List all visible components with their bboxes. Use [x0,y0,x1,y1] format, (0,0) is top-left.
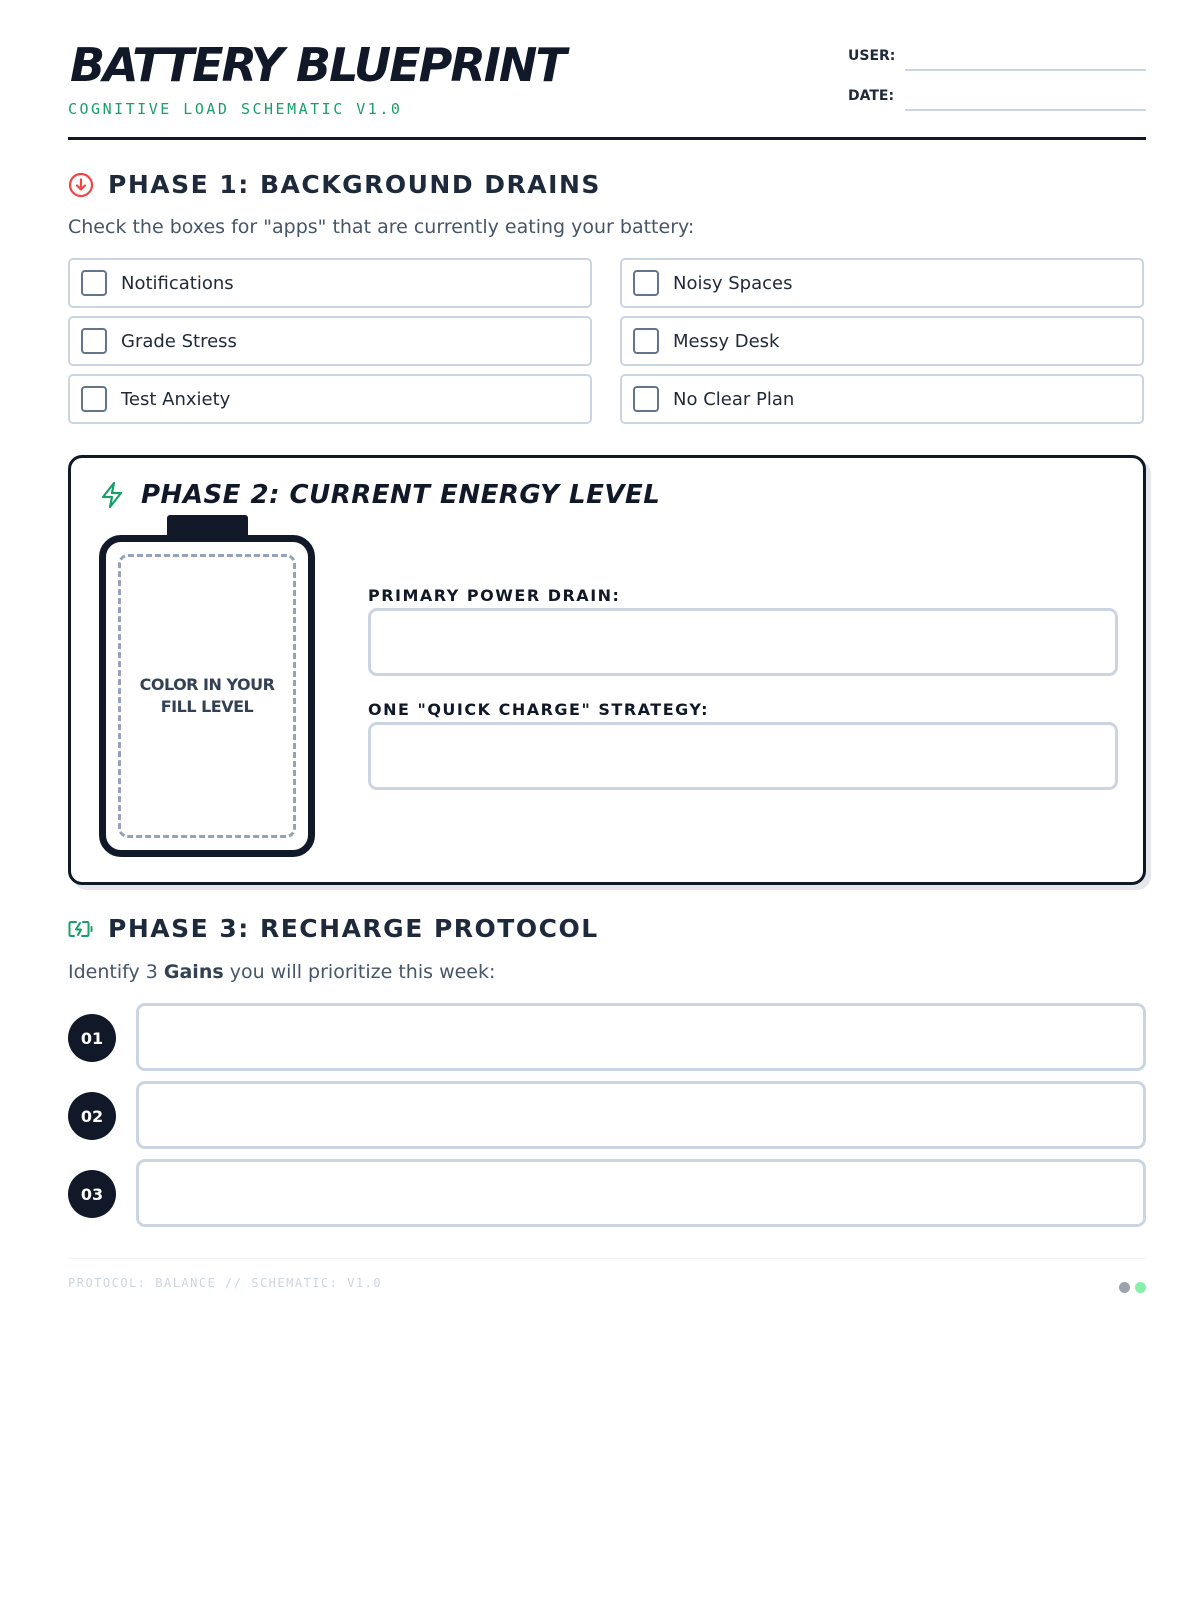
footer-text: PROTOCOL: BALANCE // SCHEMATIC: V1.0 [68,1276,383,1290]
phase3-heading [68,914,599,943]
phase1-description: Check the boxes for "apps" that are currently eating your battery: [68,216,695,238]
goal-input[interactable] [136,1081,1146,1149]
phase3-description [68,961,495,983]
phase1-title: PHASE 1: BACKGROUND DRAINS [108,170,601,199]
goal-row [68,1081,1146,1149]
page-title: BATTERY BLUEPRINT [70,38,565,92]
energy-level-card [68,455,1146,885]
checkbox[interactable] [633,386,659,412]
checkbox[interactable] [81,270,107,296]
primary-drain-label: PRIMARY POWER DRAIN: [368,586,621,605]
drain-item-test-anxiety[interactable] [68,374,592,424]
phase3-description-post: you will prioritize this week: [223,961,496,983]
phase3-description-pre: Identify 3 [68,961,164,983]
status-dot-gray [1119,1282,1130,1293]
drain-item-grade-stress[interactable] [68,316,592,366]
date-field[interactable] [848,81,1146,111]
quick-charge-field[interactable] [368,722,1118,790]
date-line[interactable] [905,109,1146,111]
status-dot-green [1135,1282,1146,1293]
user-line[interactable] [905,69,1146,71]
goal-input[interactable] [136,1003,1146,1071]
drain-item-messy-desk[interactable] [620,316,1144,366]
drain-item-no-clear-plan[interactable] [620,374,1144,424]
phase1-heading [68,170,601,199]
drain-label: No Clear Plan [673,388,795,410]
checkbox[interactable] [81,328,107,354]
checkbox[interactable] [633,328,659,354]
quick-charge-label: ONE "QUICK CHARGE" STRATEGY: [368,700,710,719]
battery-fill-area[interactable] [118,554,296,838]
checkbox[interactable] [633,270,659,296]
goal-input[interactable] [136,1159,1146,1227]
goal-number-badge: 03 [68,1170,116,1218]
phase3-title: PHASE 3: RECHARGE PROTOCOL [108,914,599,943]
drain-label: Notifications [121,272,234,294]
page-subtitle: COGNITIVE LOAD SCHEMATIC V1.0 [68,100,403,118]
date-label: DATE: [848,88,895,104]
goal-number-badge: 02 [68,1092,116,1140]
drain-item-noisy-spaces[interactable] [620,258,1144,308]
drain-label: Grade Stress [121,330,237,352]
lightning-bolt-icon [99,481,125,509]
primary-drain-field[interactable] [368,608,1118,676]
phase2-title: PHASE 2: CURRENT ENERGY LEVEL [141,480,661,510]
checkbox[interactable] [81,386,107,412]
drain-label: Test Anxiety [121,388,231,410]
header [68,0,1146,140]
footer [68,1258,1146,1298]
user-label: USER: [848,48,896,64]
goal-row [68,1159,1146,1227]
phase2-heading [99,480,660,510]
goal-number-badge: 01 [68,1014,116,1062]
drain-label: Noisy Spaces [673,272,793,294]
phase3-description-bold: Gains [163,961,224,983]
arrow-down-circle-icon [68,172,94,198]
battery-instruction: COLOR IN YOUR FILL LEVEL [139,675,275,716]
worksheet-page [68,0,1146,1290]
drains-checklist [68,258,1146,424]
user-field[interactable] [848,41,1146,71]
drain-label: Messy Desk [673,330,780,352]
goal-row [68,1003,1146,1071]
battery-charging-icon [68,919,94,939]
drain-item-notifications[interactable] [68,258,592,308]
battery-fill-gauge[interactable] [99,535,315,857]
